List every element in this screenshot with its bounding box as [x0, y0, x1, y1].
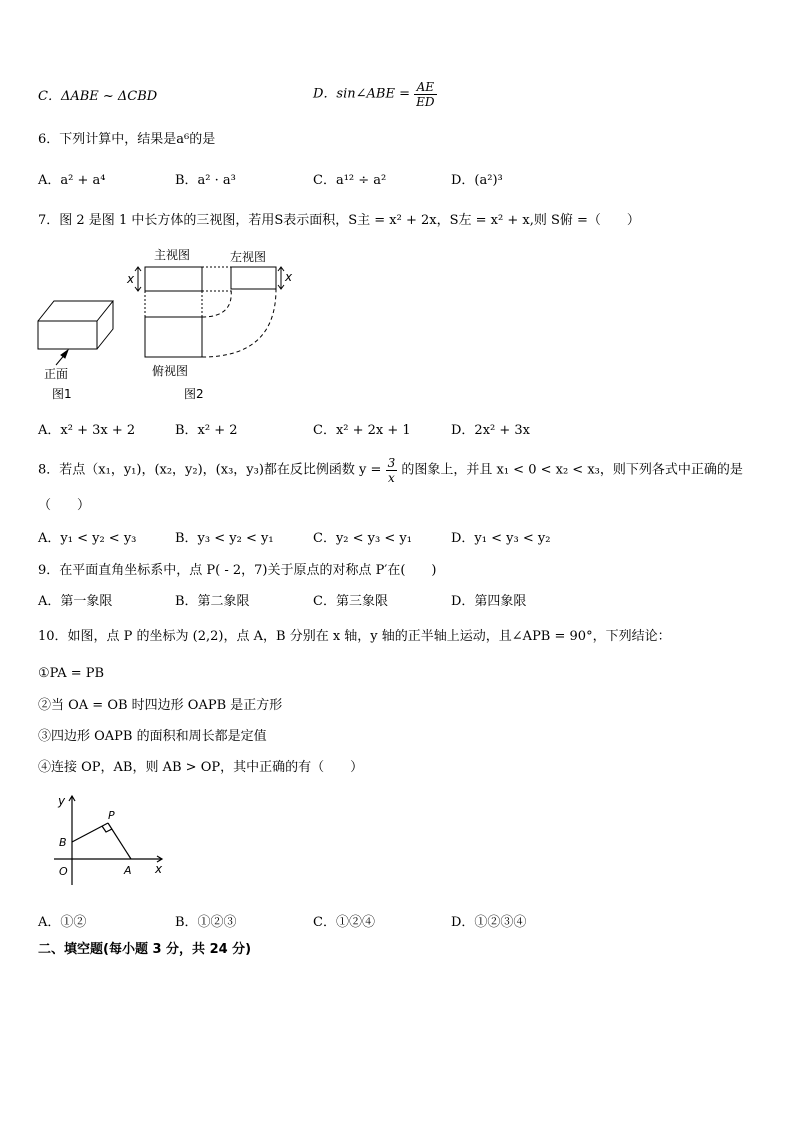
- q5-option-d-numerator: AE: [414, 80, 436, 95]
- q5-option-c: C．ΔABE ~ ΔCBD: [38, 89, 158, 104]
- q9-option-d: D．第四象限: [451, 594, 527, 609]
- section-2-title: 二、填空题(每小题 3 分，共 24 分): [38, 942, 252, 957]
- q8-option-c: C．y₂ < y₃ < y₁: [313, 531, 412, 546]
- q10-option-d: D．①②③④: [451, 915, 527, 930]
- q5-option-d-fraction: [414, 80, 436, 109]
- q8-fraction-denominator: x: [388, 471, 395, 485]
- q10-statement-2: ②当 OA = OB 时四边形 OAPB 是正方形: [38, 698, 283, 713]
- q7-fig2-label: 图2: [184, 387, 204, 401]
- q10-stem: 10．如图，点 P 的坐标为 (2,2)，点 A，B 分别在 x 轴，y 轴的正半轴上运动，且∠APB = 90°，下列结论：: [38, 629, 671, 644]
- q5-option-d-prefix: D．sin∠ABE =: [313, 86, 410, 102]
- q10-option-a: A．①②: [38, 915, 87, 930]
- q6-stem: 6．下列计算中，结果是a⁶的是: [38, 132, 216, 147]
- q10-option-c: C．①②④: [313, 915, 375, 930]
- q8-fraction-numerator: 3: [387, 456, 396, 470]
- q7-front-face-label: 正面: [44, 367, 69, 381]
- q9-stem: 9．在平面直角坐标系中，点 P( - 2，7)关于原点的对称点 P′在( ): [38, 563, 437, 578]
- q10-label-x: x: [155, 862, 163, 876]
- q7-x-label-right: x: [285, 270, 293, 284]
- q10-label-a: A: [124, 864, 132, 877]
- q7-front-view-label: 主视图: [154, 248, 191, 262]
- q7-dashed-arcs: [202, 289, 276, 357]
- q9-option-a: A．第一象限: [38, 594, 113, 609]
- q7-option-b: B．x² + 2: [175, 423, 238, 438]
- q7-option-a: A．x² + 3x + 2: [38, 423, 136, 438]
- q10-label-b: B: [59, 836, 67, 849]
- q7-stem: 7．图 2 是图 1 中长方体的三视图，若用S表示面积，S主 = x² + 2x，S左 = x² + x,则 S俯 =（ ）: [38, 213, 640, 228]
- q6-option-d: D．(a²)³: [451, 173, 503, 188]
- q7-top-view-rect: [145, 317, 202, 357]
- q6-option-b: B．a² · a³: [175, 173, 236, 188]
- q10-statement-3: ③四边形 OAPB 的面积和周长都是定值: [38, 729, 267, 744]
- q7-dim-arrow-right: [278, 267, 284, 289]
- q10-label-y: y: [58, 794, 66, 808]
- q7-cuboid: [38, 301, 113, 349]
- q10-label-o: O: [59, 865, 68, 878]
- q7-left-view-label: 左视图: [230, 250, 267, 264]
- q5-option-d: [313, 80, 437, 109]
- q7-dim-arrow-left: [135, 267, 141, 291]
- q8-fraction: [386, 456, 398, 485]
- q8-stem-bracket: （ ）: [38, 498, 91, 513]
- q7-option-d: D．2x² + 3x: [451, 423, 530, 438]
- q6-option-c: C．a¹² ÷ a²: [313, 173, 387, 188]
- q8-stem-part-b: 的图象上，并且 x₁ < 0 < x₂ < x₃，则下列各式中正确的是: [401, 462, 743, 478]
- q7-figure: [30, 243, 320, 405]
- q7-option-c: C．x² + 2x + 1: [313, 423, 411, 438]
- q7-x-label-left: x: [127, 272, 135, 286]
- q10-statement-1: ①PA = PB: [38, 666, 105, 681]
- q10-option-b: B．①②③: [175, 915, 237, 930]
- q5-option-d-denominator: ED: [416, 95, 435, 109]
- q7-fig1-label: 图1: [52, 387, 72, 401]
- q6-option-a: A．a² + a⁴: [38, 173, 106, 188]
- q10-figure: [50, 790, 175, 890]
- q10-statement-4: ④连接 OP，AB，则 AB > OP，其中正确的有（ ）: [38, 760, 364, 775]
- q8-stem: [38, 456, 743, 485]
- q8-stem-part-a: 8．若点（x₁，y₁)，(x₂，y₂)，(x₃，y₃)都在反比例函数 y =: [38, 462, 382, 478]
- q7-top-view-label: 俯视图: [152, 364, 189, 378]
- q8-option-d: D．y₁ < y₃ < y₂: [451, 531, 551, 546]
- q9-option-c: C．第三象限: [313, 594, 388, 609]
- q8-option-b: B．y₃ < y₂ < y₁: [175, 531, 274, 546]
- q9-option-b: B．第二象限: [175, 594, 250, 609]
- q7-left-view-rect: [231, 267, 276, 289]
- q7-front-arrow: [56, 350, 68, 365]
- q7-front-view-rect: [145, 267, 202, 291]
- q7-dotted-links: [145, 267, 231, 317]
- q10-label-p: P: [108, 809, 115, 822]
- q10-segment-pa: [108, 823, 131, 859]
- q8-option-a: A．y₁ < y₂ < y₃: [38, 531, 137, 546]
